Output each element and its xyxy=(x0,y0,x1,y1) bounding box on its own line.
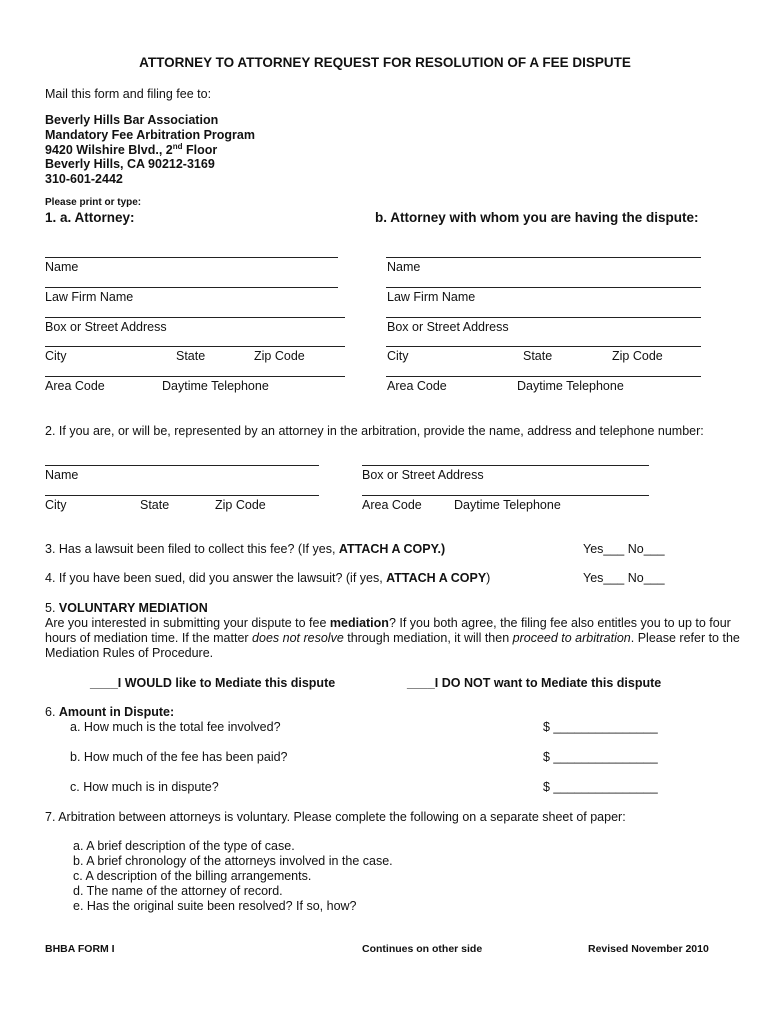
attorney-street-line[interactable] xyxy=(45,317,345,318)
continues-note: Continues on other side xyxy=(362,943,483,955)
rep-city-line[interactable] xyxy=(45,495,319,496)
rep-phone-label: Daytime Telephone xyxy=(454,498,561,512)
mail-intro: Mail this form and filing fee to: xyxy=(45,87,212,101)
rep-street-label: Box or Street Address xyxy=(362,468,484,482)
question-3-answer[interactable]: Yes___ No___ xyxy=(583,542,665,556)
section1b-heading: b. Attorney with whom you are having the dispute: xyxy=(375,210,699,225)
fee-paid-question: b. How much of the fee has been paid? xyxy=(70,750,288,764)
fee-dispute-question: c. How much is in dispute? xyxy=(70,780,219,794)
attorney-city-line[interactable] xyxy=(45,346,345,347)
attorney-phone-label: Daytime Telephone xyxy=(162,379,269,393)
section7-item: d. The name of the attorney of record. xyxy=(73,884,283,898)
section2-question: 2. If you are, or will be, represented by an attorney in the arbitration, provide the name, address and telephone number: xyxy=(45,424,704,438)
attorney-firm-label: Law Firm Name xyxy=(45,290,134,304)
opponent-name-line[interactable] xyxy=(386,257,701,258)
rep-phone-line[interactable] xyxy=(362,495,649,496)
section7-item: e. Has the original suite been resolved? If so, how? xyxy=(73,899,357,913)
rep-name-line[interactable] xyxy=(45,465,319,466)
opponent-street-line[interactable] xyxy=(386,317,701,318)
address-program: Mandatory Fee Arbitration Program xyxy=(45,128,255,142)
section6-heading: 6. Amount in Dispute: xyxy=(45,705,175,719)
opponent-street-label: Box or Street Address xyxy=(387,320,509,334)
section5-paragraph: Are you interested in submitting your dispute to fee mediation? If you both agree, the filing fee also entitles you to up to four hours of mediation time. If the matter does not resolve through mediation, it will then proceed to arbitration. Please refer to the Mediation Rules of Procedure. xyxy=(45,616,740,660)
mediate-no-option[interactable]: ____I DO NOT want to Mediate this dispute xyxy=(407,676,662,690)
section7-item: b. A brief chronology of the attorneys involved in the case. xyxy=(73,854,393,868)
attorney-state-label: State xyxy=(176,349,206,363)
fee-total-question: a. How much is the total fee involved? xyxy=(70,720,281,734)
form-id: BHBA FORM I xyxy=(45,943,115,955)
opponent-state-label: State xyxy=(523,349,553,363)
address-street: 9420 Wilshire Blvd., 2nd Floor xyxy=(45,142,218,158)
section7-intro: 7. Arbitration between attorneys is voluntary. Please complete the following on a separate sheet of paper: xyxy=(45,810,626,824)
section5-heading: 5. VOLUNTARY MEDIATION xyxy=(45,601,208,615)
mediate-yes-option[interactable]: ____I WOULD like to Mediate this dispute xyxy=(90,676,336,690)
fee-dispute-field[interactable]: $ _______________ xyxy=(543,780,658,794)
rep-area-code-label: Area Code xyxy=(362,498,422,512)
question-4: 4. If you have been sued, did you answer the lawsuit? (if yes, ATTACH A COPY) xyxy=(45,571,491,585)
attorney-name-label: Name xyxy=(45,260,79,274)
address-phone: 310-601-2442 xyxy=(45,172,123,186)
rep-street-line[interactable] xyxy=(362,465,649,466)
page-title: ATTORNEY TO ATTORNEY REQUEST FOR RESOLUTION OF A FEE DISPUTE xyxy=(139,55,631,70)
opponent-name-label: Name xyxy=(387,260,421,274)
rep-state-label: State xyxy=(140,498,170,512)
opponent-phone-line[interactable] xyxy=(386,376,701,377)
rep-zip-label: Zip Code xyxy=(215,498,266,512)
opponent-firm-line[interactable] xyxy=(386,287,701,288)
attorney-city-label: City xyxy=(45,349,67,363)
revision-date: Revised November 2010 xyxy=(588,943,709,955)
attorney-area-code-label: Area Code xyxy=(45,379,105,393)
opponent-phone-label: Daytime Telephone xyxy=(517,379,624,393)
section7-item: c. A description of the billing arrangements. xyxy=(73,869,312,883)
question-3: 3. Has a lawsuit been filed to collect this fee? (If yes, ATTACH A COPY.) xyxy=(45,542,446,556)
opponent-city-line[interactable] xyxy=(386,346,701,347)
attorney-firm-line[interactable] xyxy=(45,287,338,288)
attorney-name-line[interactable] xyxy=(45,257,338,258)
fee-paid-field[interactable]: $ _______________ xyxy=(543,750,658,764)
opponent-firm-label: Law Firm Name xyxy=(387,290,476,304)
question-4-answer[interactable]: Yes___ No___ xyxy=(583,571,665,585)
rep-city-label: City xyxy=(45,498,67,512)
address-org: Beverly Hills Bar Association xyxy=(45,113,219,127)
section1a-heading: 1. a. Attorney: xyxy=(45,210,135,225)
fee-total-field[interactable]: $ _______________ xyxy=(543,720,658,734)
opponent-area-code-label: Area Code xyxy=(387,379,447,393)
print-note: Please print or type: xyxy=(45,197,142,208)
attorney-phone-line[interactable] xyxy=(45,376,345,377)
address-city: Beverly Hills, CA 90212-3169 xyxy=(45,157,215,171)
opponent-zip-label: Zip Code xyxy=(612,349,663,363)
section7-item: a. A brief description of the type of case. xyxy=(73,839,295,853)
attorney-zip-label: Zip Code xyxy=(254,349,305,363)
opponent-city-label: City xyxy=(387,349,409,363)
attorney-street-label: Box or Street Address xyxy=(45,320,167,334)
rep-name-label: Name xyxy=(45,468,79,482)
